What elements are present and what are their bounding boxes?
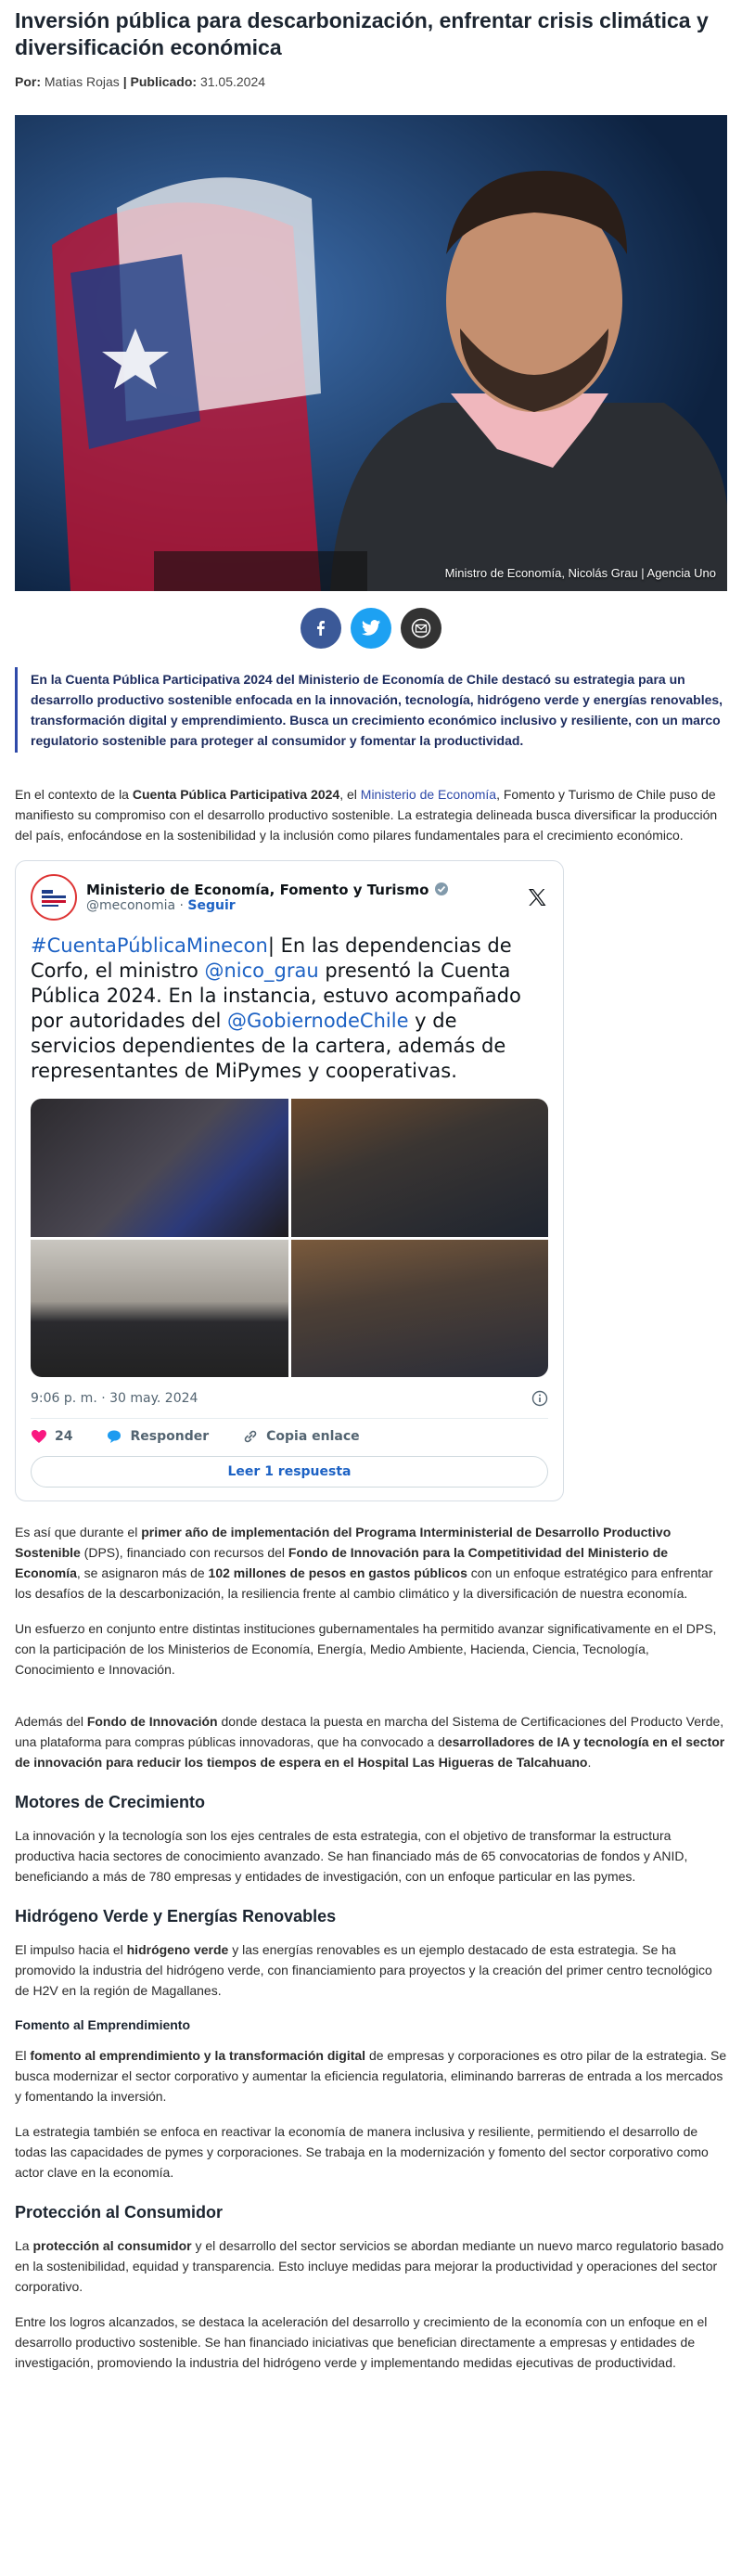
paragraph-8: La estrategia también se enfoca en reactivar la economía de manera inclusiva y resiliente, permitiendo el desarrollo de todas las capacidades de pymes y corporaciones. Se trabaja en la modernización y fomento del sector corporativo como actor clave en la economía. bbox=[15, 2124, 709, 2180]
reply-label: Responder bbox=[130, 1429, 210, 1444]
hero-image bbox=[15, 115, 727, 591]
copy-link-label: Copia enlace bbox=[266, 1429, 360, 1444]
tweet-photo[interactable] bbox=[291, 1099, 549, 1237]
handle-dot: · bbox=[179, 898, 184, 913]
subsection-heading: Fomento al Emprendimiento bbox=[15, 2017, 191, 2032]
published-label: Publicado: bbox=[130, 74, 198, 89]
paragraph-2: Es así que durante el primer año de implementación del Programa Interministerial de Desarrollo Productivo Sostenible (DPS), financiado con recursos del Fondo de Innovación para la Competitividad del Ministerio de Economía, se asignaron más de 102 millones de pesos en gastos públicos con un enfoque estratégico para enfrentar los desafíos de la descarbonización, la resiliencia frente al cambio climático y la diversificación de nuestra economía. bbox=[15, 1525, 713, 1601]
hashtag-link[interactable]: #CuentaPúblicaMinecon bbox=[31, 934, 268, 957]
hero-photo-illustration bbox=[15, 115, 727, 591]
copy-link-button[interactable] bbox=[242, 1428, 360, 1445]
byline bbox=[15, 74, 727, 89]
mention-link[interactable]: @GobiernodeChile bbox=[227, 1010, 409, 1032]
mail-icon bbox=[411, 618, 431, 638]
paragraph-3: Un esfuerzo en conjunto entre distintas instituciones gubernamentales ha permitido avanzar significativamente en el DPS, con la participación de los Ministerios de Economía, Energía, Medio Ambiente, Hacienda, Ciencia, Tecnología, Conocimiento e Innovación. bbox=[15, 1621, 717, 1677]
paragraph-6: El impulso hacia el hidrógeno verde y las energías renovables es un ejemplo destacado de esta estrategia. Se ha promovido la industria del hidrógeno verde, con financiamiento para proyectos y la creación del primer centro tecnológico de H2V en la región de Magallanes. bbox=[15, 1942, 712, 1998]
embedded-tweet bbox=[15, 860, 564, 1501]
ministry-logo-icon bbox=[38, 882, 70, 913]
paragraph-9: La protección al consumidor y el desarrollo del sector servicios se abordan mediante un nuevo marco regulatorio basado en la sostenibilidad, equidad y transparencia. Esto incluye medidas para mejorar la productividad y operaciones del sector corporativo. bbox=[15, 2238, 724, 2294]
section-heading: Protección al Consumidor bbox=[15, 2203, 224, 2222]
ministerio-link[interactable]: Ministerio de Economía bbox=[360, 787, 497, 802]
reply-button[interactable] bbox=[106, 1428, 209, 1445]
info-icon[interactable] bbox=[531, 1390, 548, 1407]
tweet-handle[interactable]: @meconomia bbox=[86, 898, 176, 913]
paragraph-5: La innovación y la tecnología son los ejes centrales de esta estrategia, con el objetivo de transformar la estructura productiva hacia sectores de conocimiento avanzado. Se han financiado más de 65 convocatorias de fondos y ANID, beneficiando a más de 780 empresas y entidades de investigación, con un enfoque particular en las pymes. bbox=[15, 1828, 688, 1884]
article-title: Inversión pública para descarbonización, enfrentar crisis climática y diversificación económica bbox=[15, 8, 709, 59]
author-label: Por: bbox=[15, 74, 41, 89]
section-heading: Motores de Crecimiento bbox=[15, 1793, 206, 1811]
heart-icon bbox=[31, 1428, 47, 1445]
article bbox=[0, 7, 742, 2373]
tweet-media-grid[interactable] bbox=[31, 1099, 548, 1377]
comment-icon bbox=[106, 1428, 122, 1445]
like-button[interactable] bbox=[31, 1428, 72, 1445]
published-date: 31.05.2024 bbox=[199, 74, 266, 89]
tweet-text: #CuentaPúblicaMinecon| En las dependencias de Corfo, el ministro @nico_grau presentó la Cuenta Pública 2024. En la instancia, estuvo acompañado por autoridades del @GobiernodeChile y de servicios dependientes de la cartera, además de representantes de MiPymes y cooperativas. bbox=[31, 934, 521, 1082]
facebook-share-button[interactable] bbox=[301, 608, 341, 649]
share-bar bbox=[15, 608, 727, 649]
image-caption: Ministro de Economía, Nicolás Grau | Agencia Uno bbox=[444, 566, 716, 580]
section-heading: Hidrógeno Verde y Energías Renovables bbox=[15, 1907, 337, 1926]
byline-separator: | bbox=[122, 74, 127, 89]
email-share-button[interactable] bbox=[401, 608, 441, 649]
twitter-share-button[interactable] bbox=[351, 608, 391, 649]
follow-button[interactable]: Seguir bbox=[187, 898, 236, 913]
twitter-icon bbox=[361, 619, 381, 638]
tweet-author-row[interactable] bbox=[86, 882, 517, 898]
verified-icon bbox=[434, 882, 449, 896]
tweet-author-name: Ministerio de Economía, Fomento y Turismo bbox=[86, 882, 429, 898]
lead-paragraph: En la Cuenta Pública Participativa 2024 del Ministerio de Economía de Chile destacó su estrategia para un desarrollo productivo sostenible enfocada en la innovación, tecnología, hidrógeno verde y energías renovables, transformación digital y emprendimiento. Busca un crecimiento económico inclusivo y resiliente, con un marco regulatorio sostenible para proteger al consumidor y fomentar la productividad. bbox=[15, 667, 727, 753]
paragraph-10: Entre los logros alcanzados, se destaca la aceleración del desarrollo y crecimiento de la economía con un enfoque en el desarrollo productivo sostenible. Se han financiado iniciativas que benefician directamente a empresas y entidades de investigación, promoviendo la industria del hidrógeno verde y implementando medidas ejecutivas de productividad. bbox=[15, 2314, 708, 2370]
read-replies-button[interactable]: Leer 1 respuesta bbox=[31, 1456, 548, 1488]
tweet-photo[interactable] bbox=[291, 1240, 549, 1378]
paragraph-7: El fomento al emprendimiento y la transformación digital de empresas y corporaciones es otro pilar de la estrategia. Se busca modernizar el sector corporativo y aumentar la eficiencia regulatoria, eliminando barreras de entrada a los mercados y fomentando la inversión. bbox=[15, 2048, 727, 2104]
facebook-icon bbox=[312, 619, 330, 638]
avatar[interactable] bbox=[31, 874, 77, 921]
mention-link[interactable]: @nico_grau bbox=[204, 960, 319, 982]
like-count: 24 bbox=[55, 1429, 73, 1444]
tweet-photo[interactable] bbox=[31, 1099, 288, 1237]
paragraph-1: En el contexto de la Cuenta Pública Participativa 2024, el Ministerio de Economía, Fomento y Turismo de Chile puso de manifiesto su compromiso con el desarrollo productivo sostenible. La estrategia delineada busca diversificar la producción del país, enfocándose en la sostenibilidad y la inclusión como pilares fundamentales para el crecimiento económico. bbox=[15, 787, 718, 843]
link-icon bbox=[242, 1428, 259, 1445]
paragraph-4: Además del Fondo de Innovación donde destaca la puesta en marcha del Sistema de Certificaciones del Producto Verde, una plataforma para compras públicas innovadoras, que ha convocado a desarrolladores de IA y tecnología en el sector de innovación para reducir los tiempos de espera en el Hospital Las Higueras de Talcahuano. bbox=[15, 1714, 725, 1770]
x-logo-icon[interactable] bbox=[526, 886, 548, 908]
tweet-photo[interactable] bbox=[31, 1240, 288, 1378]
author-name: Matias Rojas bbox=[44, 74, 120, 89]
tweet-timestamp[interactable]: 9:06 p. m. · 30 may. 2024 bbox=[31, 1391, 198, 1406]
